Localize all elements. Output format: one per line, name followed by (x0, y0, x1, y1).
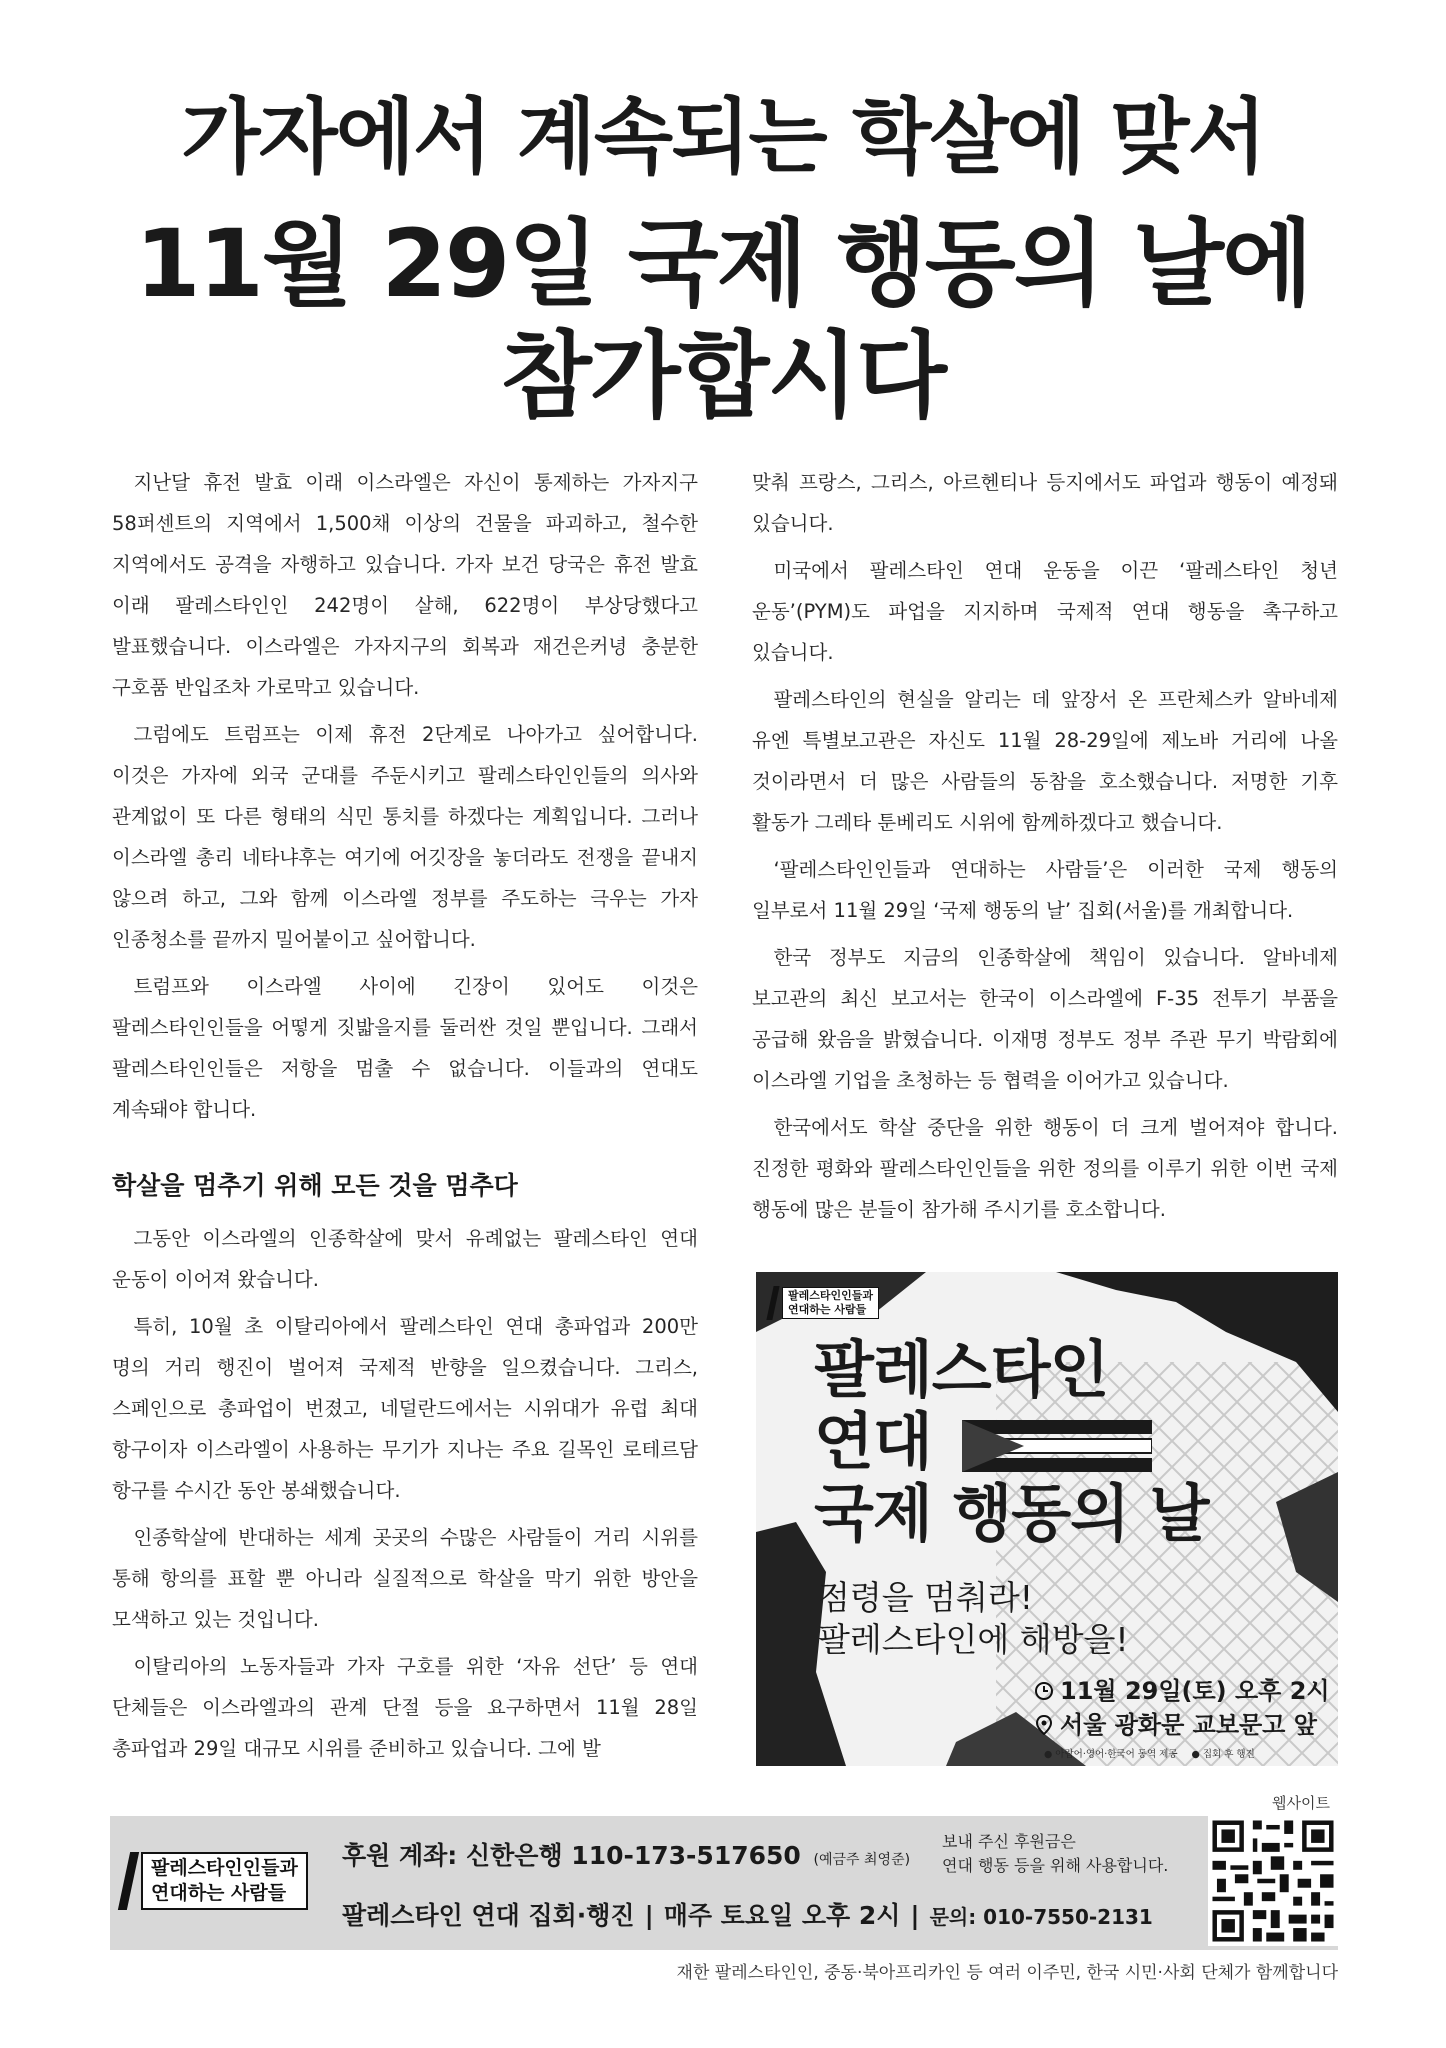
poster-slogan-2: 팔레스타인에 해방을! (818, 1620, 1129, 1659)
separator: | (910, 1901, 920, 1930)
poster-title-3: 국제 행동의 날 (814, 1477, 1209, 1550)
article-left-column (112, 462, 698, 1775)
poster-title-1: 팔레스타인 (814, 1333, 1109, 1406)
rally-schedule: 매주 토요일 오후 2시 (663, 1901, 901, 1930)
paragraph: 특히, 10월 초 이탈리아에서 팔레스타인 연대 총파업과 200만 명의 거리 행진이 벌어져 국제적 반향을 일으켰습니다. 그리스, 스페인으로 총파업이 번졌고, 네덜란드에서는 시위대가 유럽 최대 항구이자 이스라엘이 사용하는 무기가 지나는 주요 길목인 로테르담 항구를 수시간 동안 봉쇄했습니다. (112, 1315, 698, 1502)
org-logo-line-2: 연대하는 사람들 (151, 1882, 287, 1904)
paragraph: 한국에서도 학살 중단을 위한 행동이 더 크게 벌어져야 합니다. 진정한 평화와 팔레스타인인들을 위한 정의를 이루기 위한 이번 국제 행동에 많은 분들이 참가해 주시기를 호소합니다. (752, 1116, 1338, 1221)
section-subheading: 학살을 멈추기 위해 모든 것을 멈추다 (112, 1171, 518, 1200)
paragraph: 팔레스타인의 현실을 알리는 데 앞장서 온 프란체스카 알바네제 유엔 특별보고관은 자신도 11월 28-29일에 제노바 거리에 나올 것이라면서 더 많은 사람들의 동참을 호소했습니다. 저명한 기후 활동가 그레타 툰베리도 시위에 함께하겠다고 했습니다. (752, 688, 1338, 834)
poster-org-logo (770, 1286, 879, 1320)
donation-note-line-1: 보내 주신 후원금은 (942, 1832, 1076, 1851)
clock-icon (1034, 1681, 1054, 1701)
paragraph: 지난달 휴전 발효 이래 이스라엘은 자신이 통제하는 가자지구 58퍼센트의 지역에서 1,500채 이상의 건물을 파괴하고, 철수한 지역에서도 공격을 자행하고 있습니다. 가자 보건 당국은 휴전 발효 이래 팔레스타인인 242명이 살해, 622명이 부상당했다고 발표했습니다. 이스라엘은 가자지구의 회복과 재건은커녕 충분한 구호품 반입조차 가로막고 있습니다. (112, 471, 698, 699)
account-holder: (예금주 최영준) (813, 1852, 911, 1868)
paragraph: 맞춰 프랑스, 그리스, 아르헨티나 등지에서도 파업과 행동이 예정돼 있습니다. (752, 471, 1338, 535)
poster-datetime-text: 11월 29일(토) 오후 2시 (1060, 1677, 1330, 1705)
poster-note-interpretation: ● 아랍어·영어·한국어 동역 제공 (1044, 1749, 1178, 1760)
event-poster (756, 1272, 1338, 1766)
org-logo-line-1: 팔레스타인인들과 (151, 1857, 298, 1879)
headline-line-2: 11월 29일 국제 행동의 날에 (135, 210, 1311, 319)
poster-logo-line-2: 연대하는 사람들 (788, 1303, 867, 1316)
paragraph: 트럼프와 이스라엘 사이에 긴장이 있어도 이것은 팔레스타인인들을 어떻게 짓밟을지를 둘러싼 것일 뿐입니다. 그래서 팔레스타인인들은 저항을 멈출 수 없습니다. 이들과의 연대도 계속돼야 합니다. (112, 975, 698, 1121)
donation-account-number: 후원 계좌: 신한은행 110-173-517650 (342, 1841, 801, 1870)
headline-line-3: 참가합시다 (500, 322, 946, 431)
rally-name: 팔레스타인 연대 집회·행진 (342, 1901, 635, 1930)
poster-place-text: 서울 광화문 교보문고 앞 (1060, 1711, 1317, 1739)
paragraph: 인종학살에 반대하는 세계 곳곳의 수많은 사람들이 거리 시위를 통해 항의를 표할 뿐 아니라 실질적으로 학살을 막기 위한 방안을 모색하고 있는 것입니다. (112, 1526, 698, 1631)
inquiry-phone: 문의: 010-7550-2131 (929, 1905, 1153, 1929)
donation-note (942, 1830, 1168, 1878)
poster-datetime (1034, 1676, 1330, 1706)
separator: | (644, 1901, 654, 1930)
weekly-rally-info (342, 1896, 1153, 1932)
poster-slogan-1: 점령을 멈춰라! (818, 1578, 1033, 1617)
website-label: 웹사이트 (1272, 1794, 1330, 1812)
poster-place (1034, 1710, 1317, 1740)
location-pin-icon (1034, 1715, 1054, 1735)
paragraph: ‘팔레스타인인들과 연대하는 사람들’은 이러한 국제 행동의 일부로서 11월 29일 ‘국제 행동의 날’ 집회(서울)를 개최합니다. (752, 858, 1338, 922)
poster-title-2: 연대 (814, 1405, 932, 1478)
poster-logo-line-1: 팔레스타인인들과 (788, 1289, 874, 1302)
org-logo (124, 1852, 308, 1910)
headline-line-1: 가자에서 계속되는 학살에 맞서 (181, 90, 1265, 185)
paragraph: 한국 정부도 지금의 인종학살에 책임이 있습니다. 알바네제 보고관의 최신 보고서는 한국이 이스라엘에 F-35 전투기 부품을 공급해 왔음을 밝혔습니다. 이재명 정부도 정부 주관 무기 박람회에 이스라엘 기업을 초청하는 등 협력을 이어가고 있습니다. (752, 946, 1338, 1092)
paragraph: 그럼에도 트럼프는 이제 휴전 2단계로 나아가고 싶어합니다. 이것은 가자에 외국 군대를 주둔시키고 팔레스타인인들의 의사와 관계없이 또 다른 형태의 식민 통치를 하겠다는 계획입니다. 그러나 이스라엘 총리 네타냐후는 여기에 어깃장을 놓더라도 전쟁을 끝내지 않으려 하고, 그와 함께 이스라엘 정부를 주도하는 극우는 가자 인종청소를 끝까지 밀어붙이고 싶어합니다. (112, 723, 698, 951)
poster-notes (1044, 1746, 1255, 1760)
article-right-column (752, 462, 1338, 1236)
donation-note-line-2: 연대 행동 등을 위해 사용합니다. (942, 1856, 1169, 1875)
donation-account (342, 1836, 910, 1872)
palestine-flag-icon (962, 1420, 1152, 1472)
coalition-note: 재한 팔레스타인인, 중동·북아프리카인 등 여러 이주민, 한국 시민·사회 단체가 함께합니다 (676, 1963, 1338, 1983)
paragraph: 미국에서 팔레스타인 연대 운동을 이끈 ‘팔레스타인 청년 운동’(PYM)도 파업을 지지하며 국제적 연대 행동을 촉구하고 있습니다. (752, 559, 1338, 664)
poster-note-march: ● 집회 후 행진 (1191, 1749, 1255, 1760)
paragraph: 그동안 이스라엘의 인종학살에 맞서 유례없는 팔레스타인 연대 운동이 이어져 왔습니다. (112, 1227, 698, 1291)
website-qr-code-icon[interactable] (1208, 1816, 1338, 1946)
paragraph: 이탈리아의 노동자들과 가자 구호를 위한 ‘자유 선단’ 등 연대 단체들은 이스라엘과의 관계 단절 등을 요구하면서 11월 28일 총파업과 29일 대규모 시위를 준비하고 있습니다. 그에 발 (112, 1655, 698, 1760)
footer-band (110, 1816, 1338, 1950)
